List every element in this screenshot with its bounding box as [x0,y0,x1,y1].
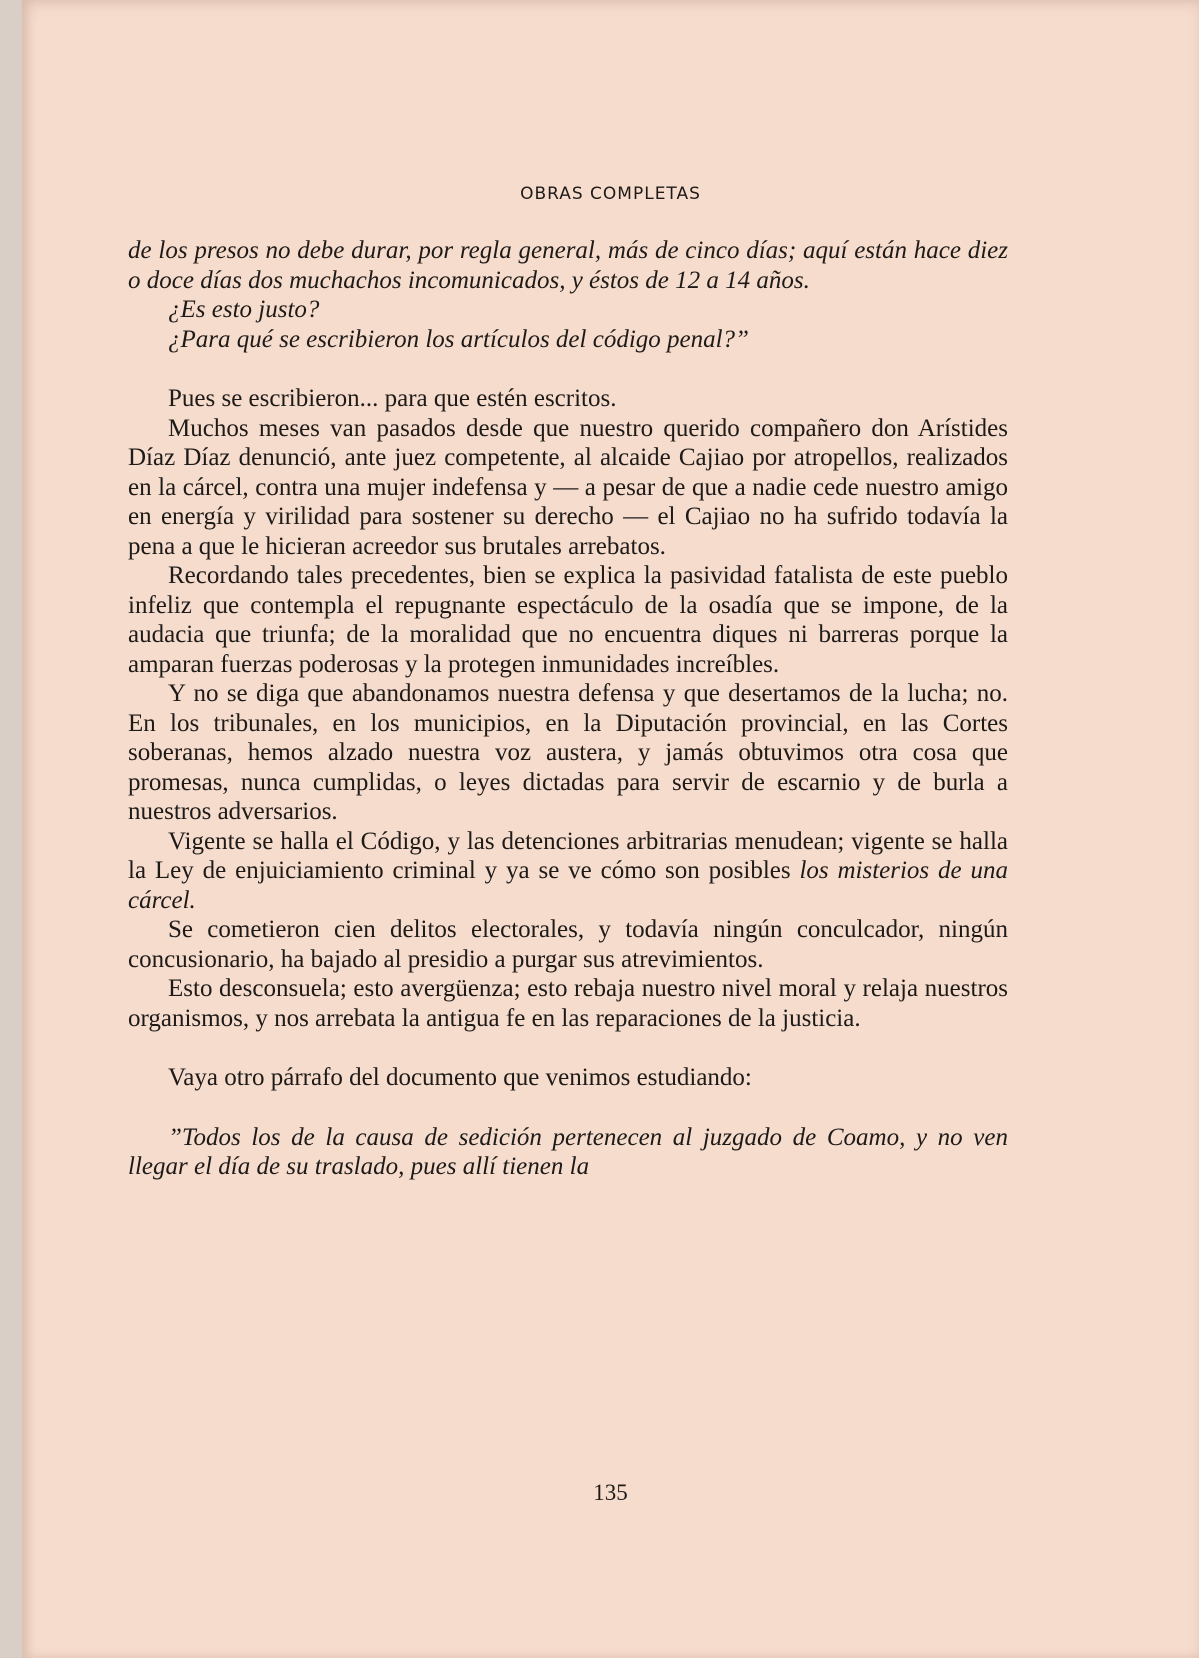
page-number: 135 [593,1480,628,1505]
paragraph-7: Y no se diga que abandonamos nuestra defensa y que desertamos de la lucha; no. En los tribunales, en los municipios, en la Diputación provincial, en las Cortes soberanas, hemos alzado nuestra voz austera, y jamás obtuvimos otra cosa que promesas, nunca cumplidas, o leyes dictadas para servir de escarnio y de burla a nuestros adversarios. [128,680,1008,825]
paragraph-8 [128,827,1008,916]
paragraph-gap [128,354,1008,384]
book-page [22,0,1199,1658]
paragraph-9: Se cometieron cien delitos electorales, y todavía ningún conculcador, ningún concusionario, ha bajado al presidio a purgar sus atrevimientos. [128,916,1008,973]
paragraph-11: Vaya otro párrafo del documento que venimos estudiando: [168,1064,752,1091]
paragraph-1: de los presos no debe durar, por regla general, más de cinco días; aquí están hace diez o doce días dos muchachos incomunicados, y éstos de 12 a 14 años. [128,237,1008,294]
paragraph-3: ¿Para qué se escribieron los artículos del código penal?” [168,325,749,353]
paragraph-5: Muchos meses van pasados desde que nuestro querido compañero don Arístides Díaz Díaz denunció, ante juez competente, al alcaide Cajiao por atropellos, realizados en la cárcel, contra una mujer indefensa y — a pesar de que a nadie cede nuestro amigo en energía y virilidad para sostener su derecho — el Cajiao no ha sufrido todavía la pena a que le hicieran acreedor sus brutales arrebatos. [128,414,1008,560]
paragraph-4: Pues se escribieron... para que estén escritos. [168,385,617,412]
paragraph-6: Recordando tales precedentes, bien se explica la pasividad fatalista de este pueblo infeliz que contempla el repugnante espectáculo de la osadía que se impone, de la audacia que triunfa; de la moralidad que no encuentra diques ni barreras porque la amparan fuerzas poderosas y la protegen inmunidades increíbles. [128,562,1008,678]
paragraph-12: ”Todos los de la causa de sedición pertenecen al juzgado de Coamo, y no ven llegar el día de su traslado, pues allí tienen la [128,1123,1008,1180]
running-title: OBRAS COMPLETAS [520,184,701,204]
paragraph-gap [128,1093,1008,1123]
paragraph-8-text: Vigente se halla el Código, y las detenciones arbitrarias menudean; vigente se halla la Ley de enjuiciamiento criminal y ya se ve cómo son posibles [128,827,1008,884]
paragraph-10: Esto desconsuela; esto avergüenza; esto rebaja nuestro nivel moral y relaja nuestros organismos, y nos arrebata la antigua fe en las reparaciones de la justicia. [128,975,1008,1032]
paragraph-gap [128,1033,1008,1063]
paragraph-8-italic: los misterios de una cárcel. [128,857,1008,914]
paragraph-2: ¿Es esto justo? [168,296,320,323]
body-text [128,236,1008,1182]
